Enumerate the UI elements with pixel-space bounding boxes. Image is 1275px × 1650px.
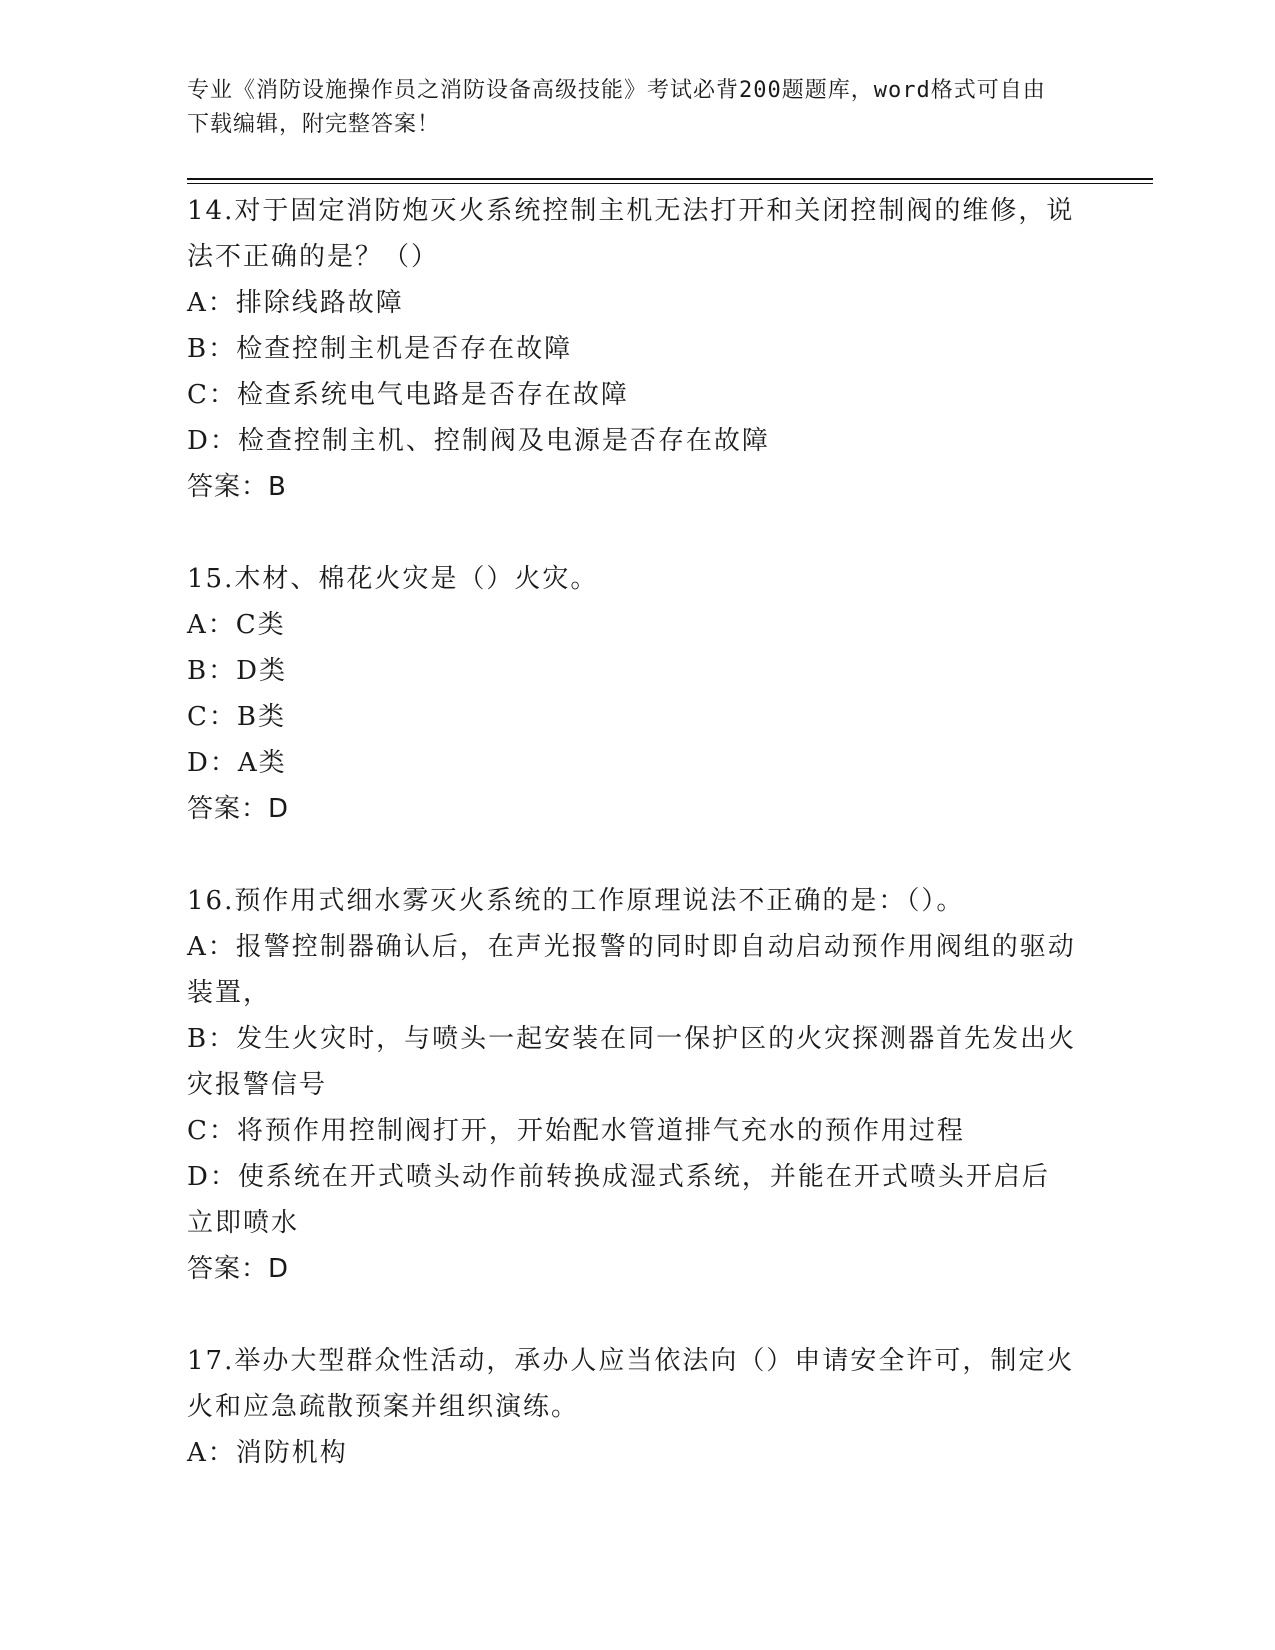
option-d: D：A类 [187, 748, 287, 778]
divider-line-thin [187, 183, 1153, 184]
document-header [187, 74, 1067, 142]
question-text: 15.木材、棉花火灾是（）火灾。 [187, 564, 599, 594]
question-17 [187, 1338, 1077, 1476]
option-c: C：B类 [187, 702, 287, 732]
option-a: A：排除线路故障 [187, 288, 404, 318]
option-d: D：检查控制主机、控制阀及电源是否存在故障 [187, 426, 770, 456]
option-d: D：使系统在开式喷头动作前转换成湿式系统，并能在开式喷头开启后立即喷水 [187, 1162, 1050, 1238]
header-divider [187, 178, 1153, 184]
divider-line-thick [187, 178, 1153, 180]
question-15 [187, 556, 1077, 832]
question-text: 14.对于固定消防炮灭火系统控制主机无法打开和关闭控制阀的维修，说法不正确的是？（） [187, 196, 1075, 272]
answer-line: 答案：D [187, 794, 290, 824]
option-b: B：D类 [187, 656, 287, 686]
question-text: 17.举办大型群众性活动，承办人应当依法向（）申请安全许可，制定火火和应急疏散预案并组织演练。 [187, 1346, 1075, 1422]
option-c: C：将预作用控制阀打开，开始配水管道排气充水的预作用过程 [187, 1116, 965, 1146]
answer-line: 答案：B [187, 472, 287, 502]
option-b: B：检查控制主机是否存在故障 [187, 334, 573, 364]
option-c: C：检查系统电气电路是否存在故障 [187, 380, 629, 410]
question-16 [187, 878, 1077, 1292]
answer-line: 答案：D [187, 1254, 290, 1284]
option-a: A：消防机构 [187, 1438, 348, 1468]
question-14 [187, 188, 1077, 510]
option-a: A：C类 [187, 610, 286, 640]
option-b: B：发生火灾时，与喷头一起安装在同一保护区的火灾探测器首先发出火灾报警信号 [187, 1024, 1077, 1100]
question-list [187, 188, 1077, 1522]
question-text: 16.预作用式细水雾灭火系统的工作原理说法不正确的是：（）。 [187, 886, 965, 916]
option-a: A：报警控制器确认后，在声光报警的同时即自动启动预作用阀组的驱动装置， [187, 932, 1076, 1008]
header-text: 专业《消防设施操作员之消防设备高级技能》考试必背200题题库，word格式可自由下载编辑，附完整答案！ [187, 78, 1046, 137]
